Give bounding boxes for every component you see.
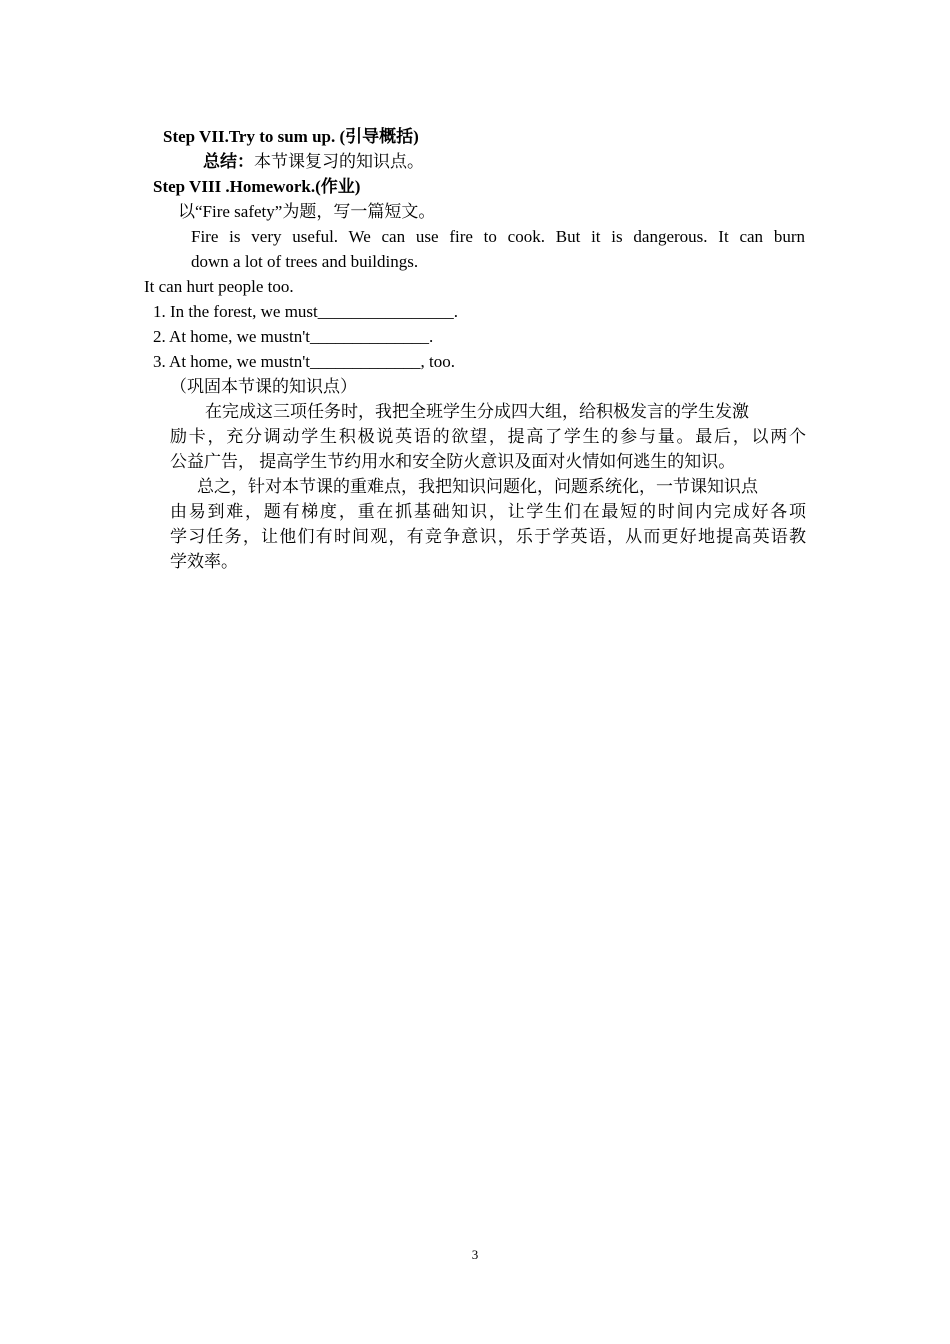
paragraph-1-line-3: 公益广告， 提高学生节约用水和安全防火意识及面对火情如何逃生的知识。 bbox=[170, 452, 736, 471]
paragraph-2-line-3: 学习任务，让他们有时间观，有竞争意识，乐于学英语，从而更好地提高英语教 bbox=[170, 527, 806, 546]
summary-label: 总结： bbox=[203, 152, 254, 171]
step8-heading: Step VIII .Homework.(作业) bbox=[153, 177, 361, 196]
homework-instruction: 以“Fire safety”为题，写一篇短文。 bbox=[178, 202, 436, 221]
paragraph-1-line-1: 在完成这三项任务时，我把全班学生分成四大组，给积极发言的学生发激 bbox=[205, 402, 749, 421]
summary-line bbox=[203, 149, 424, 174]
homework-item-1: 1. In the forest, we must________________. bbox=[153, 302, 459, 321]
essay-line-3: It can hurt people too. bbox=[144, 277, 294, 296]
consolidate-note: （巩固本节课的知识点） bbox=[170, 377, 357, 396]
paragraph-2-line-4: 学效率。 bbox=[170, 552, 238, 571]
summary-text: 本节课复习的知识点。 bbox=[254, 152, 424, 171]
paragraph-1-line-2: 励卡，充分调动学生积极说英语的欲望，提高了学生的参与量。最后，以两个 bbox=[170, 427, 806, 446]
page-number: 3 bbox=[471, 1247, 479, 1262]
paragraph-2-line-1: 总之，针对本节课的重难点，我把知识问题化，问题系统化，一节课知识点 bbox=[197, 477, 758, 496]
paragraph-2-line-2: 由易到难，题有梯度，重在抓基础知识，让学生们在最短的时间内完成好各项 bbox=[170, 502, 806, 521]
essay-line-2: down a lot of trees and buildings. bbox=[191, 252, 419, 271]
homework-item-3: 3. At home, we mustn't_____________, too. bbox=[153, 352, 455, 371]
essay-line-1: Fire is very useful. We can use fire to cook. But it is dangerous. It can burn bbox=[191, 227, 805, 246]
step7-heading: Step VII.Try to sum up. (引导概括) bbox=[163, 127, 419, 146]
homework-item-2: 2. At home, we mustn't______________. bbox=[153, 327, 434, 346]
